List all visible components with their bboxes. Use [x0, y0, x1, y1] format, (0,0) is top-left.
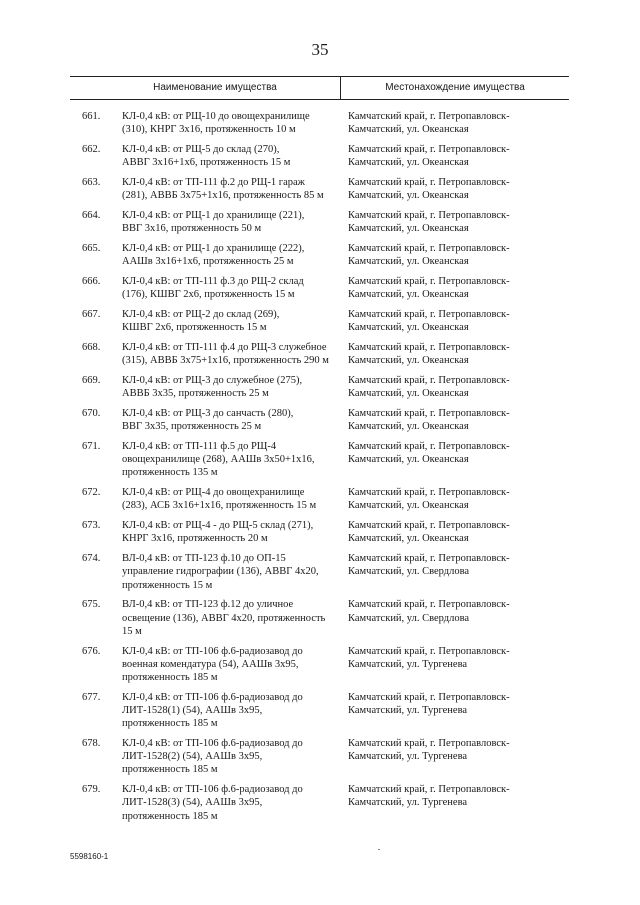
property-location: Камчатский край, г. Петропавловск- Камчатский, ул. Океанская	[348, 309, 510, 334]
table-header	[70, 76, 569, 100]
row-number: 678.	[82, 738, 101, 750]
row-number: 677.	[82, 691, 101, 703]
table-row	[0, 552, 640, 592]
page-number: 35	[311, 40, 329, 59]
row-number: 666.	[82, 276, 101, 287]
table-row	[0, 486, 640, 512]
property-name: КЛ-0,4 кВ: от ТП-111 ф.5 до РЩ-4 овощехранилище (268), ААШв 3х50+1х16, протяженность 135 м	[122, 441, 315, 479]
row-number: 661.	[82, 111, 101, 122]
row-number: 679.	[82, 784, 101, 796]
property-name: КЛ-0,4 кВ: от РЩ-3 до санчасть (280), ВВГ 3х35, протяженность 25 м	[122, 408, 294, 433]
property-location: Камчатский край, г. Петропавловск- Камчатский, ул. Тургенева	[348, 738, 510, 763]
table-row	[0, 407, 640, 433]
table-row	[0, 275, 640, 301]
property-location: Камчатский край, г. Петропавловск- Камчатский, ул. Тургенева	[348, 645, 510, 670]
property-table-body	[0, 110, 640, 829]
table-row	[0, 783, 640, 823]
row-number: 672.	[82, 487, 101, 499]
property-location: Камчатский край, г. Петропавловск- Камчатский, ул. Океанская	[348, 408, 510, 433]
column-header-name: Наименование имущества	[153, 82, 277, 93]
property-location: Камчатский край, г. Петропавловск- Камчатский, ул. Свердлова	[348, 553, 510, 578]
property-location: Камчатский край, г. Петропавловск- Камчатский, ул. Океанская	[348, 375, 510, 400]
property-location: Камчатский край, г. Петропавловск- Камчатский, ул. Океанская	[348, 144, 510, 169]
property-location: Камчатский край, г. Петропавловск- Камчатский, ул. Океанская	[348, 342, 510, 367]
row-number: 671.	[82, 441, 101, 452]
property-name: КЛ-0,4 кВ: от РЩ-4 до овощехранилище (283), АСБ 3х16+1х16, протяженность 15 м	[122, 487, 317, 512]
property-name: КЛ-0,4 кВ: от ТП-106 ф.6-радиозавод до ЛИТ-1528(2) (54), ААШв 3х95, протяженность 185 м	[122, 738, 303, 776]
table-row	[0, 737, 640, 777]
row-number: 665.	[82, 243, 101, 254]
table-row	[0, 691, 640, 731]
property-location: Камчатский край, г. Петропавловск- Камчатский, ул. Свердлова	[348, 599, 510, 624]
table-row	[0, 598, 640, 638]
property-name: КЛ-0,4 кВ: от РЩ-5 до склад (270), АВВГ 3х16+1х6, протяженность 15 м	[122, 144, 291, 169]
property-location: Камчатский край, г. Петропавловск- Камчатский, ул. Океанская	[348, 210, 510, 235]
property-location: Камчатский край, г. Петропавловск- Камчатский, ул. Океанская	[348, 177, 510, 202]
row-number: 670.	[82, 408, 101, 419]
row-number: 676.	[82, 645, 101, 657]
row-number: 673.	[82, 520, 101, 532]
table-row	[0, 308, 640, 334]
property-name: КЛ-0,4 кВ: от РЩ-1 до хранилище (222), ААШв 3х16+1х6, протяженность 25 м	[122, 243, 305, 268]
table-row	[0, 374, 640, 400]
document-code: 5598160-1	[70, 852, 109, 861]
row-number: 674.	[82, 553, 101, 565]
scan-mark	[378, 849, 380, 850]
table-row	[0, 110, 640, 136]
row-number: 664.	[82, 210, 101, 221]
property-name: ВЛ-0,4 кВ: от ТП-123 ф.10 до ОП-15 управление гидрографии (136), АВВГ 4х20, протяженность 15 м	[122, 553, 319, 591]
table-row	[0, 209, 640, 235]
table-row	[0, 645, 640, 685]
row-number: 662.	[82, 144, 101, 155]
table-row	[0, 176, 640, 202]
property-location: Камчатский край, г. Петропавловск- Камчатский, ул. Тургенева	[348, 691, 510, 717]
property-name: КЛ-0,4 кВ: от РЩ-1 до хранилище (221), ВВГ 3х16, протяженность 50 м	[122, 210, 305, 235]
property-name: КЛ-0,4 кВ: от РЩ-2 до склад (269), КШВГ 2х6, протяженность 15 м	[122, 309, 280, 334]
property-location: Камчатский край, г. Петропавловск- Камчатский, ул. Океанская	[348, 111, 510, 136]
property-name: КЛ-0,4 кВ: от ТП-111 ф.3 до РЩ-2 склад (176), КШВГ 2х6, протяженность 15 м	[122, 276, 304, 301]
property-location: Камчатский край, г. Петропавловск- Камчатский, ул. Океанская	[348, 441, 510, 466]
property-name: КЛ-0,4 кВ: от РЩ-3 до служебное (275), АВВБ 3х35, протяженность 25 м	[122, 375, 303, 400]
property-location: Камчатский край, г. Петропавловск- Камчатский, ул. Океанская	[348, 487, 510, 512]
table-row	[0, 143, 640, 169]
property-location: Камчатский край, г. Петропавловск- Камчатский, ул. Океанская	[348, 520, 510, 545]
property-name: КЛ-0,4 кВ: от ТП-111 ф.2 до РЩ-1 гараж (281), АВВБ 3х75+1х16, протяженность 85 м	[122, 177, 324, 202]
table-row	[0, 440, 640, 480]
property-name: КЛ-0,4 кВ: от ТП-111 ф.4 до РЩ-3 служебное (315), АВВБ 3х75+1х16, протяженность 290 м	[122, 342, 329, 367]
property-name: КЛ-0,4 кВ: от ТП-106 ф.6-радиозавод до ЛИТ-1528(3) (54), ААШв 3х95, протяженность 185 м	[122, 784, 303, 822]
row-number: 667.	[82, 309, 101, 320]
row-number: 669.	[82, 375, 101, 386]
table-row	[0, 519, 640, 545]
property-location: Камчатский край, г. Петропавловск- Камчатский, ул. Тургенева	[348, 784, 510, 809]
row-number: 663.	[82, 177, 101, 188]
property-name: КЛ-0,4 кВ: от ТП-106 ф.6-радиозавод до ЛИТ-1528(1) (54), ААШв 3х95, протяженность 185 м	[122, 691, 303, 730]
table-row	[0, 341, 640, 367]
row-number: 675.	[82, 599, 101, 611]
property-name: КЛ-0,4 кВ: от ТП-106 ф.6-радиозавод до военная комендатура (54), ААШв 3х95, протяженность 185 м	[122, 645, 303, 684]
row-number: 668.	[82, 342, 101, 353]
table-row	[0, 242, 640, 268]
property-name: ВЛ-0,4 кВ: от ТП-123 ф.12 до уличное освещение (136), АВВГ 4х20, протяженность 15 м	[122, 599, 326, 637]
property-location: Камчатский край, г. Петропавловск- Камчатский, ул. Океанская	[348, 243, 510, 268]
column-header-location: Местонахождение имущества	[385, 82, 525, 93]
property-location: Камчатский край, г. Петропавловск- Камчатский, ул. Океанская	[348, 276, 510, 301]
property-name: КЛ-0,4 кВ: от РЩ-4 - до РЩ-5 склад (271), КНРГ 3х16, протяженность 20 м	[122, 520, 314, 545]
property-name: КЛ-0,4 кВ: от РЩ-10 до овощехранилище (310), КНРГ 3х16, протяженность 10 м	[122, 111, 310, 136]
